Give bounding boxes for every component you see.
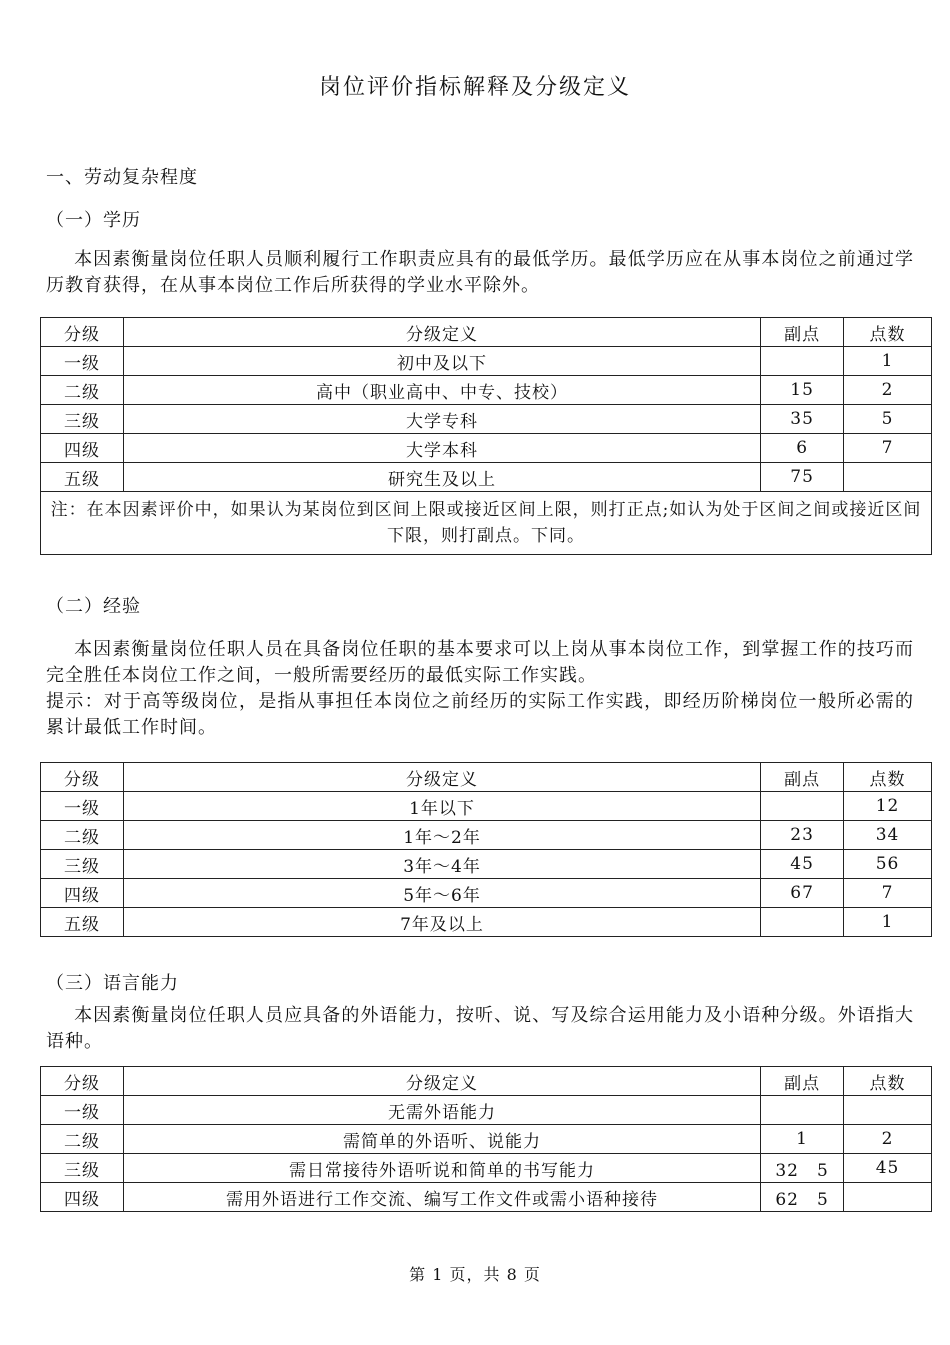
cell-level: 四级 — [41, 879, 124, 908]
header-level: 分级 — [41, 763, 124, 792]
cell-level: 五级 — [41, 463, 124, 492]
experience-table — [40, 762, 932, 937]
cell-definition: 1年～2年 — [123, 821, 760, 850]
cell-definition: 大学专科 — [123, 405, 760, 434]
header-points: 点数 — [844, 763, 932, 792]
table-note: 注：在本因素评价中，如果认为某岗位到区间上限或接近区间上限，则打正点;如认为处于区间之间或接近区间下限，则打副点。下同。 — [41, 492, 932, 555]
cell-points: 1 — [844, 908, 932, 937]
cell-sub-points: 67 — [761, 879, 844, 908]
language-description — [46, 1003, 914, 1055]
language-description-text: 本因素衡量岗位任职人员应具备的外语能力，按听、说、写及综合运用能力及小语种分级。外语指大语种。 — [46, 1005, 914, 1052]
cell-definition: 需简单的外语听、说能力 — [123, 1125, 760, 1154]
table-row — [41, 1183, 932, 1212]
cell-sub-points — [761, 1096, 844, 1125]
table-row — [41, 879, 932, 908]
cell-level: 三级 — [41, 1154, 124, 1183]
table-row — [41, 1096, 932, 1125]
cell-level: 四级 — [41, 1183, 124, 1212]
cell-sub-points: 62 5 — [761, 1183, 844, 1212]
cell-level: 一级 — [41, 792, 124, 821]
cell-points: 1 — [844, 347, 932, 376]
subsection-heading-language: （三）语言能力 — [46, 973, 179, 994]
cell-level: 一级 — [41, 347, 124, 376]
table-row — [41, 434, 932, 463]
cell-sub-points — [761, 792, 844, 821]
table-row — [41, 347, 932, 376]
table-row — [41, 405, 932, 434]
cell-points: 34 — [844, 821, 932, 850]
page-footer: 第 1 页，共 8 页 — [409, 1265, 541, 1284]
cell-sub-points: 1 — [761, 1125, 844, 1154]
page-title: 岗位评价指标解释及分级定义 — [318, 75, 631, 100]
cell-points: 56 — [844, 850, 932, 879]
cell-definition: 高中（职业高中、中专、技校） — [123, 376, 760, 405]
subsection-heading-education: （一）学历 — [46, 210, 141, 231]
table-row — [41, 850, 932, 879]
cell-definition: 大学本科 — [123, 434, 760, 463]
section-heading-labor-complexity: 一、劳动复杂程度 — [46, 167, 198, 188]
cell-sub-points — [761, 347, 844, 376]
cell-sub-points: 15 — [761, 376, 844, 405]
table-header-row — [41, 1067, 932, 1096]
table-header-row — [41, 318, 932, 347]
cell-level: 二级 — [41, 1125, 124, 1154]
header-points: 点数 — [844, 1067, 932, 1096]
cell-definition: 1年以下 — [123, 792, 760, 821]
cell-definition: 需日常接待外语听说和简单的书写能力 — [123, 1154, 760, 1183]
cell-definition: 无需外语能力 — [123, 1096, 760, 1125]
education-description — [46, 247, 914, 299]
cell-points — [844, 1183, 932, 1212]
experience-description — [46, 637, 914, 689]
cell-definition: 初中及以下 — [123, 347, 760, 376]
cell-sub-points: 35 — [761, 405, 844, 434]
experience-tip: 提示：对于高等级岗位，是指从事担任本岗位之前经历的实际工作实践，即经历阶梯岗位一般所必需的累计最低工作时间。 — [46, 691, 914, 738]
cell-points — [844, 463, 932, 492]
cell-sub-points: 23 — [761, 821, 844, 850]
cell-sub-points — [761, 908, 844, 937]
cell-points: 7 — [844, 879, 932, 908]
cell-level: 三级 — [41, 405, 124, 434]
header-sub-points: 副点 — [761, 1067, 844, 1096]
table-row — [41, 908, 932, 937]
header-definition: 分级定义 — [123, 1067, 760, 1096]
cell-level: 二级 — [41, 821, 124, 850]
table-note-row — [41, 492, 932, 555]
cell-level: 五级 — [41, 908, 124, 937]
education-table — [40, 317, 932, 555]
cell-definition: 研究生及以上 — [123, 463, 760, 492]
cell-points — [844, 1096, 932, 1125]
cell-sub-points: 45 — [761, 850, 844, 879]
cell-sub-points: 6 — [761, 434, 844, 463]
cell-definition: 3年～4年 — [123, 850, 760, 879]
header-points: 点数 — [844, 318, 932, 347]
language-table — [40, 1066, 932, 1212]
header-definition: 分级定义 — [123, 318, 760, 347]
cell-level: 四级 — [41, 434, 124, 463]
header-definition: 分级定义 — [123, 763, 760, 792]
cell-points: 2 — [844, 376, 932, 405]
cell-level: 一级 — [41, 1096, 124, 1125]
cell-definition: 5年～6年 — [123, 879, 760, 908]
education-description-text: 本因素衡量岗位任职人员顺利履行工作职责应具有的最低学历。最低学历应在从事本岗位之前通过学历教育获得，在从事本岗位工作后所获得的学业水平除外。 — [46, 249, 914, 296]
table-row — [41, 463, 932, 492]
subsection-heading-experience: （二）经验 — [46, 596, 141, 617]
header-level: 分级 — [41, 318, 124, 347]
table-header-row — [41, 763, 932, 792]
cell-definition: 需用外语进行工作交流、编写工作文件或需小语种接待 — [123, 1183, 760, 1212]
header-sub-points: 副点 — [761, 763, 844, 792]
header-level: 分级 — [41, 1067, 124, 1096]
cell-level: 二级 — [41, 376, 124, 405]
table-row — [41, 821, 932, 850]
cell-points: 45 — [844, 1154, 932, 1183]
table-row — [41, 1154, 932, 1183]
cell-sub-points: 32 5 — [761, 1154, 844, 1183]
cell-points: 12 — [844, 792, 932, 821]
experience-description-text: 本因素衡量岗位任职人员在具备岗位任职的基本要求可以上岗从事本岗位工作，到掌握工作的技巧而完全胜任本岗位工作之间，一般所需要经历的最低实际工作实践。 — [46, 639, 914, 686]
table-row — [41, 376, 932, 405]
cell-level: 三级 — [41, 850, 124, 879]
table-row — [41, 1125, 932, 1154]
cell-points: 2 — [844, 1125, 932, 1154]
cell-definition: 7年及以上 — [123, 908, 760, 937]
header-sub-points: 副点 — [761, 318, 844, 347]
cell-sub-points: 75 — [761, 463, 844, 492]
cell-points: 5 — [844, 405, 932, 434]
cell-points: 7 — [844, 434, 932, 463]
table-row — [41, 792, 932, 821]
